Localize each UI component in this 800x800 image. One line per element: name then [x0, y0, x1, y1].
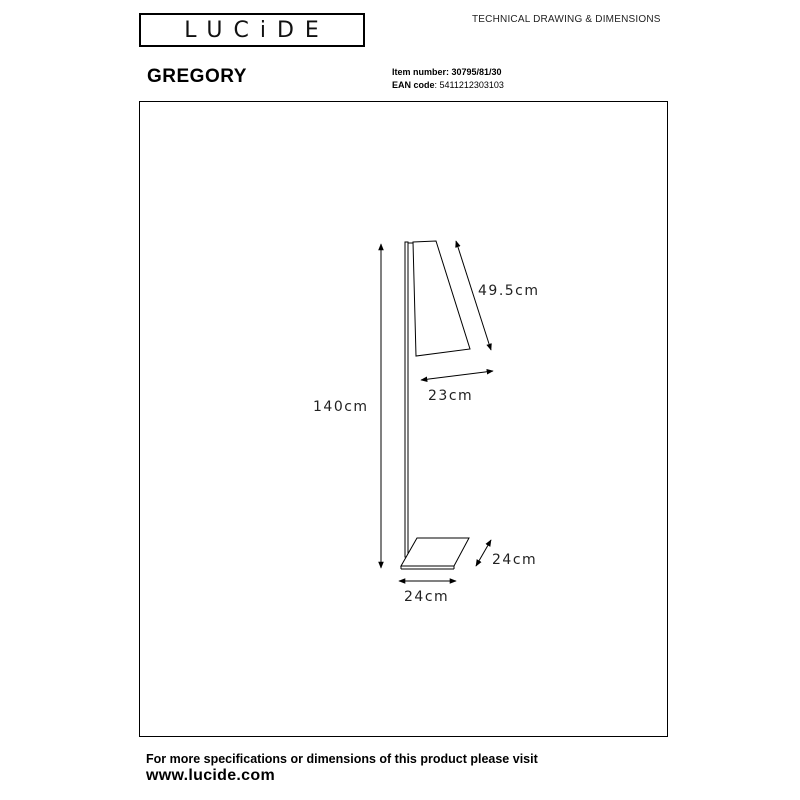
footer-note: For more specifications or dimensions of this product please visit [146, 752, 538, 766]
brand-logo-text: LUCiDE [184, 17, 330, 43]
footer-website-link[interactable]: www.lucide.com [146, 767, 275, 784]
ean-label: EAN code [392, 80, 435, 90]
item-number-label: Item number [392, 67, 447, 77]
base-width-label: 24cm [404, 589, 450, 605]
base-depth-dimension-line [476, 540, 491, 566]
item-number-row: Item number: 30795/81/30 [392, 67, 502, 77]
document-type: TECHNICAL DRAWING & DIMENSIONS [472, 14, 661, 25]
ean-value: 5411212303103 [439, 80, 504, 90]
item-number-value: 30795/81/30 [451, 67, 502, 77]
ean-row: EAN code: 5411212303103 [392, 80, 504, 90]
lamp-base [401, 538, 469, 566]
shade-length-label: 49.5cm [478, 283, 540, 299]
shade-diameter-dimension-line [421, 371, 493, 380]
product-name: GREGORY [147, 66, 247, 87]
height-label: 140cm [313, 399, 369, 415]
lamp-pole [405, 242, 408, 557]
base-depth-label: 24cm [492, 552, 538, 568]
shade-diameter-label: 23cm [428, 388, 474, 404]
